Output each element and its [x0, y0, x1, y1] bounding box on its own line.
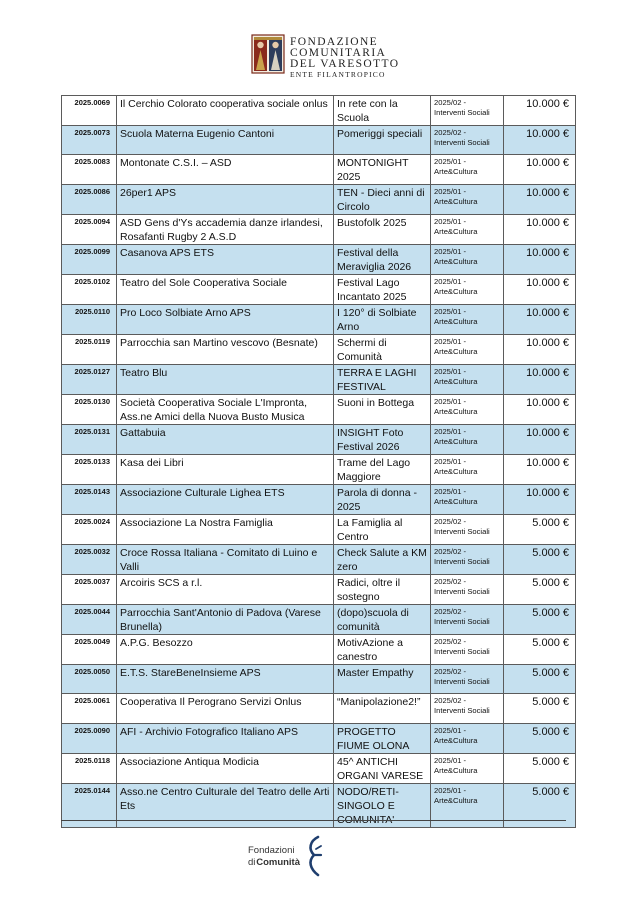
- category-name: Arte&Cultura: [434, 407, 478, 417]
- organization-cell: Kasa dei Libri: [117, 455, 334, 485]
- organization-cell: Arcoiris SCS a r.l.: [117, 575, 334, 605]
- grant-code-cell: 2025.0118: [62, 753, 117, 783]
- grant-code-cell: 2025.0037: [62, 575, 117, 605]
- category-code: 2025/02 -: [434, 547, 467, 557]
- category-cell: [431, 605, 504, 635]
- logo-line: DEL VARESOTTO: [290, 58, 400, 70]
- project-cell: MotivAzione a canestro: [334, 635, 431, 665]
- category-code: 2025/02 -: [434, 517, 467, 527]
- project-cell: Pomeriggi speciali: [334, 126, 431, 155]
- category-cell: [431, 694, 504, 723]
- project-cell: 45^ ANTICHI ORGANI VARESE: [334, 753, 431, 783]
- logo-line: COMUNITARIA: [290, 47, 387, 59]
- organization-cell: Associazione Culturale Lighea ETS: [117, 485, 334, 515]
- category-cell: [431, 665, 504, 694]
- category-name: Arte&Cultura: [434, 167, 478, 177]
- amount-cell: 10.000 €: [504, 335, 576, 365]
- category-cell: [431, 395, 504, 425]
- category-cell: [431, 425, 504, 455]
- project-cell: TEN - Dieci anni di Circolo: [334, 185, 431, 215]
- category-code: 2025/02 -: [434, 637, 467, 647]
- amount-cell: 5.000 €: [504, 545, 576, 575]
- category-code: 2025/02 -: [434, 98, 467, 107]
- project-cell: Suoni in Bottega: [334, 395, 431, 425]
- category-code: 2025/01 -: [434, 187, 467, 197]
- category-cell: [431, 635, 504, 665]
- category-cell: [431, 335, 504, 365]
- category-name: Arte&Cultura: [434, 735, 478, 745]
- category-cell: [431, 215, 504, 245]
- project-cell: La Famiglia al Centro: [334, 515, 431, 545]
- table-row: [62, 605, 576, 635]
- organization-cell: Società Cooperativa Sociale L'Impronta, Ass.ne Amici della Nuova Busto Musica: [117, 395, 334, 425]
- category-name: Arte&Cultura: [434, 497, 478, 507]
- table-row: [62, 425, 576, 455]
- organization-cell: AFI - Archivio Fotografico Italiano APS: [117, 723, 334, 753]
- amount-cell: 5.000 €: [504, 783, 576, 827]
- amount-cell: 10.000 €: [504, 395, 576, 425]
- organization-cell: Montonate C.S.I. – ASD: [117, 155, 334, 185]
- amount-cell: 10.000 €: [504, 185, 576, 215]
- table-row: [62, 665, 576, 694]
- amount-cell: 5.000 €: [504, 635, 576, 665]
- category-cell: [431, 723, 504, 753]
- foundation-logo-text: [290, 37, 430, 80]
- category-cell: [431, 96, 504, 126]
- category-code: 2025/02 -: [434, 577, 467, 587]
- grant-code-cell: 2025.0073: [62, 126, 117, 155]
- category-name: Arte&Cultura: [434, 795, 478, 805]
- table-row: [62, 455, 576, 485]
- grant-code-cell: 2025.0061: [62, 694, 117, 723]
- grant-code-cell: 2025.0090: [62, 723, 117, 753]
- project-cell: Festival della Meraviglia 2026: [334, 245, 431, 275]
- category-code: 2025/02 -: [434, 607, 467, 617]
- table-row: [62, 275, 576, 305]
- category-name: Arte&Cultura: [434, 227, 478, 237]
- category-name: Interventi Sociali: [434, 706, 490, 716]
- organization-cell: Cooperativa Il Perograno Servizi Onlus: [117, 694, 334, 723]
- amount-cell: 10.000 €: [504, 275, 576, 305]
- amount-cell: 10.000 €: [504, 425, 576, 455]
- table-row: [62, 635, 576, 665]
- grant-code-cell: 2025.0050: [62, 665, 117, 694]
- project-cell: In rete con la Scuola: [334, 96, 431, 126]
- grant-code-cell: 2025.0069: [62, 96, 117, 126]
- amount-cell: 10.000 €: [504, 365, 576, 395]
- project-cell: Check Salute a KM zero: [334, 545, 431, 575]
- category-name: Interventi Sociali: [434, 527, 490, 537]
- category-name: Arte&Cultura: [434, 257, 478, 267]
- project-cell: TERRA E LAGHI FESTIVAL: [334, 365, 431, 395]
- project-cell: Festival Lago Incantato 2025: [334, 275, 431, 305]
- category-code: 2025/01 -: [434, 277, 467, 287]
- organization-cell: Teatro Blu: [117, 365, 334, 395]
- footer-divider: [61, 820, 566, 821]
- organization-cell: Teatro del Sole Cooperativa Sociale: [117, 275, 334, 305]
- table-row: [62, 155, 576, 185]
- organization-cell: Croce Rossa Italiana - Comitato di Luino e Valli: [117, 545, 334, 575]
- organization-cell: Scuola Materna Eugenio Cantoni: [117, 126, 334, 155]
- table-row: [62, 245, 576, 275]
- project-cell: PROGETTO FIUME OLONA: [334, 723, 431, 753]
- table-row: [62, 753, 576, 783]
- footer-logo-line1: Fondazioni: [248, 845, 295, 856]
- grant-code-cell: 2025.0127: [62, 365, 117, 395]
- logo-line: FONDAZIONE: [290, 36, 379, 48]
- category-cell: [431, 455, 504, 485]
- grant-code-cell: 2025.0133: [62, 455, 117, 485]
- grant-code-cell: 2025.0083: [62, 155, 117, 185]
- category-code: 2025/01 -: [434, 337, 467, 347]
- organization-cell: Parrocchia san Martino vescovo (Besnate): [117, 335, 334, 365]
- grant-code-cell: 2025.0102: [62, 275, 117, 305]
- table-row: [62, 545, 576, 575]
- organization-cell: Il Cerchio Colorato cooperativa sociale onlus: [117, 96, 334, 126]
- category-name: Arte&Cultura: [434, 467, 478, 477]
- amount-cell: 5.000 €: [504, 515, 576, 545]
- grant-code-cell: 2025.0086: [62, 185, 117, 215]
- project-cell: NODO/RETI-SINGOLO E COMUNITA': [334, 783, 431, 827]
- category-name: Arte&Cultura: [434, 765, 478, 775]
- category-code: 2025/01 -: [434, 785, 467, 795]
- table-row: [62, 305, 576, 335]
- project-cell: Trame del Lago Maggiore: [334, 455, 431, 485]
- project-cell: Radici, oltre il sostegno: [334, 575, 431, 605]
- amount-cell: 10.000 €: [504, 215, 576, 245]
- category-name: Arte&Cultura: [434, 197, 478, 207]
- grant-code-cell: 2025.0044: [62, 605, 117, 635]
- category-cell: [431, 305, 504, 335]
- category-code: 2025/01 -: [434, 755, 467, 765]
- table-row: [62, 515, 576, 545]
- category-code: 2025/02 -: [434, 667, 467, 677]
- category-code: 2025/01 -: [434, 725, 467, 735]
- table-row: [62, 335, 576, 365]
- organization-cell: Pro Loco Solbiate Arno APS: [117, 305, 334, 335]
- category-code: 2025/01 -: [434, 157, 467, 167]
- grant-code-cell: 2025.0119: [62, 335, 117, 365]
- table-row: [62, 723, 576, 753]
- organization-cell: Asso.ne Centro Culturale del Teatro delle Arti Ets: [117, 783, 334, 827]
- project-cell: Parola di donna - 2025: [334, 485, 431, 515]
- category-code: 2025/01 -: [434, 397, 467, 407]
- category-cell: [431, 275, 504, 305]
- project-cell: MONTONIGHT 2025: [334, 155, 431, 185]
- amount-cell: 10.000 €: [504, 305, 576, 335]
- grant-code-cell: 2025.0024: [62, 515, 117, 545]
- category-name: Interventi Sociali: [434, 587, 490, 597]
- footer-logo-line2: [248, 857, 300, 868]
- category-code: 2025/01 -: [434, 457, 467, 467]
- organization-cell: Gattabuia: [117, 425, 334, 455]
- category-name: Arte&Cultura: [434, 317, 478, 327]
- table-row: [62, 365, 576, 395]
- category-cell: [431, 245, 504, 275]
- grant-code-cell: 2025.0131: [62, 425, 117, 455]
- page-header: [0, 34, 636, 80]
- footer-logo: [248, 835, 388, 880]
- category-code: 2025/01 -: [434, 217, 467, 227]
- organization-cell: ASD Gens d'Ys accademia danze irlandesi, Rosafanti Rugby 2 A.S.D: [117, 215, 334, 245]
- category-code: 2025/01 -: [434, 247, 467, 257]
- amount-cell: 5.000 €: [504, 753, 576, 783]
- project-cell: I 120° di Solbiate Arno: [334, 305, 431, 335]
- table-row: [62, 215, 576, 245]
- category-name: Interventi Sociali: [434, 647, 490, 657]
- grant-code-cell: 2025.0099: [62, 245, 117, 275]
- table-row: [62, 485, 576, 515]
- grant-code-cell: 2025.0094: [62, 215, 117, 245]
- table-row: [62, 395, 576, 425]
- amount-cell: 5.000 €: [504, 723, 576, 753]
- category-name: Interventi Sociali: [434, 557, 490, 567]
- foundation-crest-icon: [251, 34, 285, 74]
- category-name: Arte&Cultura: [434, 377, 478, 387]
- category-code: 2025/01 -: [434, 427, 467, 437]
- grant-code-cell: 2025.0143: [62, 485, 117, 515]
- amount-cell: 5.000 €: [504, 665, 576, 694]
- category-cell: [431, 545, 504, 575]
- grant-code-cell: 2025.0130: [62, 395, 117, 425]
- logo-subtitle: ENTE FILANTROPICO: [290, 70, 386, 79]
- table-row: [62, 96, 576, 126]
- category-cell: [431, 155, 504, 185]
- category-name: Interventi Sociali: [434, 108, 490, 117]
- category-cell: [431, 515, 504, 545]
- organization-cell: Parrocchia Sant'Antonio di Padova (Varese Brunella): [117, 605, 334, 635]
- category-code: 2025/02 -: [434, 696, 467, 706]
- project-cell: “Manipolazione2!”: [334, 694, 431, 723]
- category-name: Arte&Cultura: [434, 347, 478, 357]
- organization-cell: Casanova APS ETS: [117, 245, 334, 275]
- footer-logo-prefix: di: [248, 857, 256, 868]
- grants-table-body: [62, 96, 576, 828]
- category-cell: [431, 753, 504, 783]
- category-cell: [431, 485, 504, 515]
- category-name: Arte&Cultura: [434, 287, 478, 297]
- table-row: [62, 185, 576, 215]
- grant-code-cell: 2025.0049: [62, 635, 117, 665]
- grant-code-cell: 2025.0110: [62, 305, 117, 335]
- organization-cell: Associazione La Nostra Famiglia: [117, 515, 334, 545]
- category-code: 2025/02 -: [434, 128, 467, 137]
- organization-cell: A.P.G. Besozzo: [117, 635, 334, 665]
- category-cell: [431, 126, 504, 155]
- project-cell: Bustofolk 2025: [334, 215, 431, 245]
- table-row: [62, 694, 576, 723]
- amount-cell: 10.000 €: [504, 155, 576, 185]
- amount-cell: 10.000 €: [504, 455, 576, 485]
- organization-cell: 26per1 APS: [117, 185, 334, 215]
- project-cell: Schermi di Comunità: [334, 335, 431, 365]
- table-row: [62, 126, 576, 155]
- footer-logo-bold: Comunità: [256, 857, 301, 868]
- table-row: [62, 575, 576, 605]
- category-cell: [431, 185, 504, 215]
- category-code: 2025/01 -: [434, 487, 467, 497]
- amount-cell: 10.000 €: [504, 126, 576, 155]
- grants-table: [61, 95, 576, 828]
- amount-cell: 10.000 €: [504, 96, 576, 126]
- amount-cell: 10.000 €: [504, 245, 576, 275]
- project-cell: INSIGHT Foto Festival 2026: [334, 425, 431, 455]
- amount-cell: 10.000 €: [504, 485, 576, 515]
- amount-cell: 5.000 €: [504, 694, 576, 723]
- grant-code-cell: 2025.0144: [62, 783, 117, 827]
- grant-code-cell: 2025.0032: [62, 545, 117, 575]
- category-name: Arte&Cultura: [434, 437, 478, 447]
- organization-cell: Associazione Antiqua Modicia: [117, 753, 334, 783]
- project-cell: (dopo)scuola di comunità: [334, 605, 431, 635]
- category-cell: [431, 365, 504, 395]
- category-name: Interventi Sociali: [434, 138, 490, 147]
- organization-cell: E.T.S. StareBeneInsieme APS: [117, 665, 334, 694]
- category-code: 2025/01 -: [434, 307, 467, 317]
- category-cell: [431, 575, 504, 605]
- fondazioni-comunita-mark-icon: [304, 835, 324, 877]
- project-cell: Master Empathy: [334, 665, 431, 694]
- amount-cell: 5.000 €: [504, 575, 576, 605]
- category-code: 2025/01 -: [434, 367, 467, 377]
- category-name: Interventi Sociali: [434, 617, 490, 627]
- category-name: Interventi Sociali: [434, 677, 490, 687]
- amount-cell: 5.000 €: [504, 605, 576, 635]
